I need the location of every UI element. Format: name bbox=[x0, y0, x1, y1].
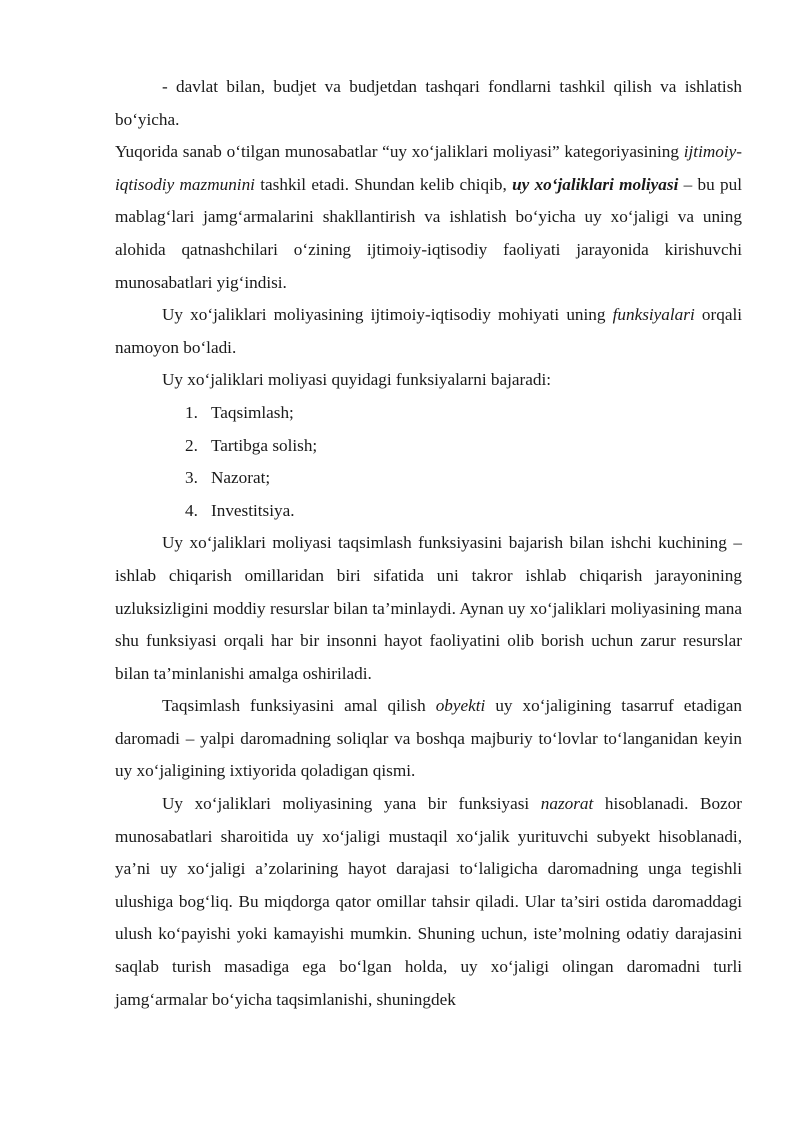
list-item bbox=[115, 430, 742, 463]
emphasis-text: nazorat bbox=[540, 794, 594, 814]
list-item bbox=[115, 462, 742, 495]
paragraph-control bbox=[115, 788, 742, 1016]
list-text: Nazorat; bbox=[211, 468, 271, 488]
paragraph-distribution: Uy xo‘jaliklari moliyasi taqsimlash funksiyasini bajarish bilan ishchi kuchining – ishlab chiqarish omillaridan biri sifatida uni takror ishlab chiqarish jarayonining uzluksizligini moddiy resurslar bilan ta’minlaydi. Aynan uy xo‘jaliklari moliyasining mana shu funksiyasi orqali har bir insonni hayot faoliyatini olib borish uchun zarur resurslar bilan ta’minlanishi amalga oshiriladi. bbox=[115, 533, 742, 683]
text-span: uy xo‘jaligining tasarruf etadigan daromadi – yalpi daromadning soliqlar va boshqa majburiy to‘lovlar to‘langanidan keyin uy xo‘jaligining ixtiyorida qoladigan qismi. bbox=[115, 696, 743, 781]
text-span: Taqsimlash funksiyasini amal qilish bbox=[162, 696, 436, 716]
paragraph-definition bbox=[115, 136, 742, 299]
list-number: 4. bbox=[185, 500, 198, 520]
list-item bbox=[115, 495, 742, 528]
list-text: Investitsiya. bbox=[211, 500, 295, 520]
functions-list bbox=[115, 397, 742, 527]
list-item bbox=[115, 397, 742, 430]
emphasis-text: obyekti bbox=[435, 696, 486, 716]
paragraph-budget-funds: - davlat bilan, budjet va budjetdan tashqari fondlarni tashkil qilish va ishlatish bo‘yicha. bbox=[115, 77, 742, 129]
text-span: hisoblanadi. Bozor munosabatlari sharoitida uy xo‘jaligi mustaqil xo‘jalik yurituvchi subyekt hisoblanadi, ya’ni uy xo‘jaligi a’zolarining hayot darajasi to‘laligicha daromadning unga tegishli ulushiga bog‘liq. Bu miqdorga qator omillar tahsir qiladi. Ular ta’siri ostida daromaddagi ulush ko‘payishi yoki kamayishi mumkin. Shuning uchun, iste’molning odatiy darajasini saqlab turish masadiga ega bo‘lgan holda, uy xo‘jaligi olingan daromadni turli jamg‘armalar bo‘yicha taqsimlanishi, shuningdek bbox=[115, 794, 742, 1009]
text-span: – bu pul mablag‘lari jamg‘armalarini shakllantirish va ishlatish bo‘yicha uy xo‘jaligi va uning alohida qatnashchilari o‘zining ijtimoiy-iqtisodiy faoliyati jarayonida kirishuvchi munosabatlari yig‘indisi. bbox=[115, 174, 743, 292]
list-number: 3. bbox=[185, 468, 198, 488]
list-text: Tartibga solish; bbox=[211, 435, 318, 455]
paragraph-functions-intro: Uy xo‘jaliklari moliyasi quyidagi funksiyalarni bajaradi: bbox=[162, 370, 552, 390]
list-number: 2. bbox=[185, 435, 198, 455]
list-number: 1. bbox=[185, 402, 198, 422]
text-span: Uy xo‘jaliklari moliyasining yana bir funksiyasi bbox=[162, 794, 541, 814]
emphasis-text: funksiyalari bbox=[612, 305, 695, 325]
document-page bbox=[115, 71, 742, 1016]
text-span: tashkil etadi. Shundan kelib chiqib, bbox=[254, 174, 513, 194]
paragraph-essence bbox=[115, 299, 742, 364]
emphasis-text: ijtimoiy-iqtisodiy mazmunini bbox=[115, 142, 742, 194]
list-text: Taqsimlash; bbox=[211, 402, 294, 422]
defined-term: uy xo‘jaliklari moliyasi bbox=[512, 174, 679, 194]
text-span: Yuqorida sanab o‘tilgan munosabatlar “uy xo‘jaliklari moliyasi” kategoriyasining bbox=[115, 142, 684, 162]
text-span: Uy xo‘jaliklari moliyasining ijtimoiy-iqtisodiy mohiyati uning bbox=[162, 305, 613, 325]
text-span: orqali namoyon bo‘ladi. bbox=[115, 305, 742, 357]
paragraph-object bbox=[115, 690, 742, 788]
